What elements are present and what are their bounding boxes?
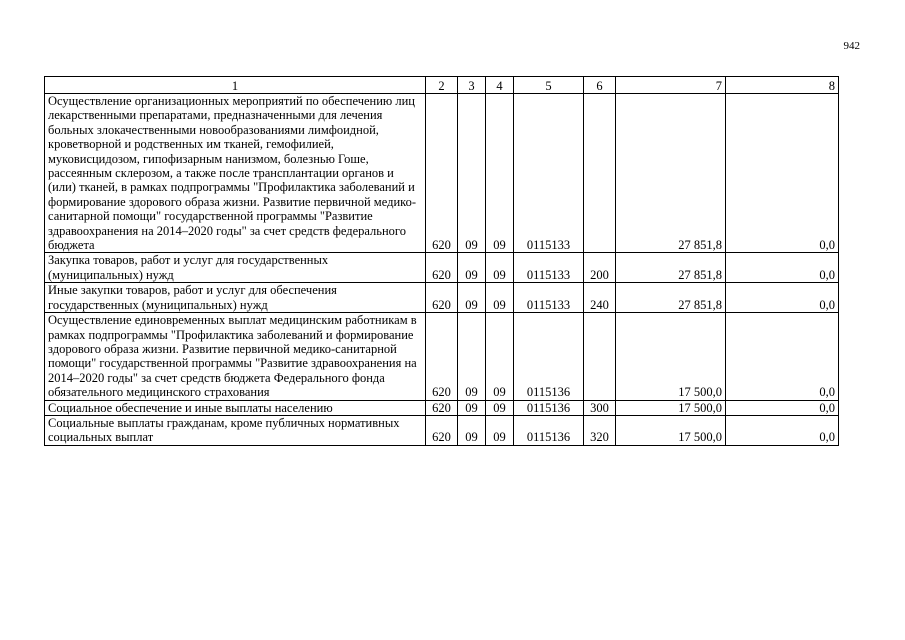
row-col-2: 620 <box>426 415 458 445</box>
header-col-8: 8 <box>726 77 839 94</box>
row-col-7: 17 500,0 <box>616 400 726 415</box>
row-col-2: 620 <box>426 94 458 253</box>
row-name: Осуществление организационных мероприятий по обеспечению лиц лекарственными препаратами, предназначенными для лечения больных злокачественными новообразованиями лимфоидной, кроветворной и родственных им тканей, гемофилией, муковисцидозом, гипофизарным нанизмом, болезнью Гоше, рассеянным склерозом, а также после трансплантации органов и (или) тканей, в рамках подпрограммы "Профилактика заболеваний и формирование здорового образа жизни. Развитие первичной медико-санитарной помощи" государственной программы "Развитие здравоохранения на 2014–2020 годы" за счет средств федерального бюджета <box>45 94 426 253</box>
header-col-4: 4 <box>486 77 514 94</box>
row-col-8: 0,0 <box>726 253 839 283</box>
row-col-4: 09 <box>486 313 514 400</box>
row-col-6: 240 <box>584 283 616 313</box>
row-col-5: 0115133 <box>514 94 584 253</box>
row-col-2: 620 <box>426 400 458 415</box>
table-row <box>45 283 839 313</box>
row-col-4: 09 <box>486 283 514 313</box>
row-col-5: 0115133 <box>514 253 584 283</box>
row-col-6: 200 <box>584 253 616 283</box>
row-col-4: 09 <box>486 94 514 253</box>
table-row <box>45 313 839 400</box>
table-row <box>45 400 839 415</box>
row-col-7: 17 500,0 <box>616 415 726 445</box>
row-col-3: 09 <box>458 283 486 313</box>
row-name: Закупка товаров, работ и услуг для государственных (муниципальных) нужд <box>45 253 426 283</box>
row-col-5: 0115136 <box>514 400 584 415</box>
row-col-3: 09 <box>458 415 486 445</box>
row-col-7: 27 851,8 <box>616 94 726 253</box>
row-col-6: 300 <box>584 400 616 415</box>
table-row <box>45 253 839 283</box>
row-name: Социальное обеспечение и иные выплаты населению <box>45 400 426 415</box>
header-col-6: 6 <box>584 77 616 94</box>
header-col-2: 2 <box>426 77 458 94</box>
header-row <box>45 77 839 94</box>
table-row <box>45 94 839 253</box>
row-col-4: 09 <box>486 400 514 415</box>
row-col-3: 09 <box>458 94 486 253</box>
row-col-3: 09 <box>458 253 486 283</box>
row-col-3: 09 <box>458 313 486 400</box>
row-col-5: 0115136 <box>514 313 584 400</box>
row-col-2: 620 <box>426 253 458 283</box>
row-col-4: 09 <box>486 253 514 283</box>
row-name: Социальные выплаты гражданам, кроме публичных нормативных социальных выплат <box>45 415 426 445</box>
row-col-8: 0,0 <box>726 94 839 253</box>
row-col-7: 27 851,8 <box>616 253 726 283</box>
row-col-3: 09 <box>458 400 486 415</box>
row-name: Иные закупки товаров, работ и услуг для обеспечения государственных (муниципальных) нужд <box>45 283 426 313</box>
row-col-5: 0115133 <box>514 283 584 313</box>
row-name: Осуществление единовременных выплат медицинским работникам в рамках подпрограммы "Профилактика заболеваний и формирование здорового образа жизни. Развитие первичной медико-санитарной помощи" государственной программы "Развитие здравоохранения на 2014–2020 годы" за счет средств бюджета Федерального фонда обязательного медицинского страхования <box>45 313 426 400</box>
row-col-2: 620 <box>426 313 458 400</box>
header-col-1: 1 <box>45 77 426 94</box>
header-col-5: 5 <box>514 77 584 94</box>
row-col-7: 27 851,8 <box>616 283 726 313</box>
page-number: 942 <box>843 40 860 52</box>
budget-table <box>44 76 839 446</box>
row-col-6: 320 <box>584 415 616 445</box>
header-col-3: 3 <box>458 77 486 94</box>
table-row <box>45 415 839 445</box>
row-col-7: 17 500,0 <box>616 313 726 400</box>
row-col-6 <box>584 313 616 400</box>
row-col-5: 0115136 <box>514 415 584 445</box>
header-col-7: 7 <box>616 77 726 94</box>
row-col-8: 0,0 <box>726 400 839 415</box>
row-col-2: 620 <box>426 283 458 313</box>
row-col-6 <box>584 94 616 253</box>
row-col-8: 0,0 <box>726 283 839 313</box>
row-col-4: 09 <box>486 415 514 445</box>
row-col-8: 0,0 <box>726 415 839 445</box>
row-col-8: 0,0 <box>726 313 839 400</box>
